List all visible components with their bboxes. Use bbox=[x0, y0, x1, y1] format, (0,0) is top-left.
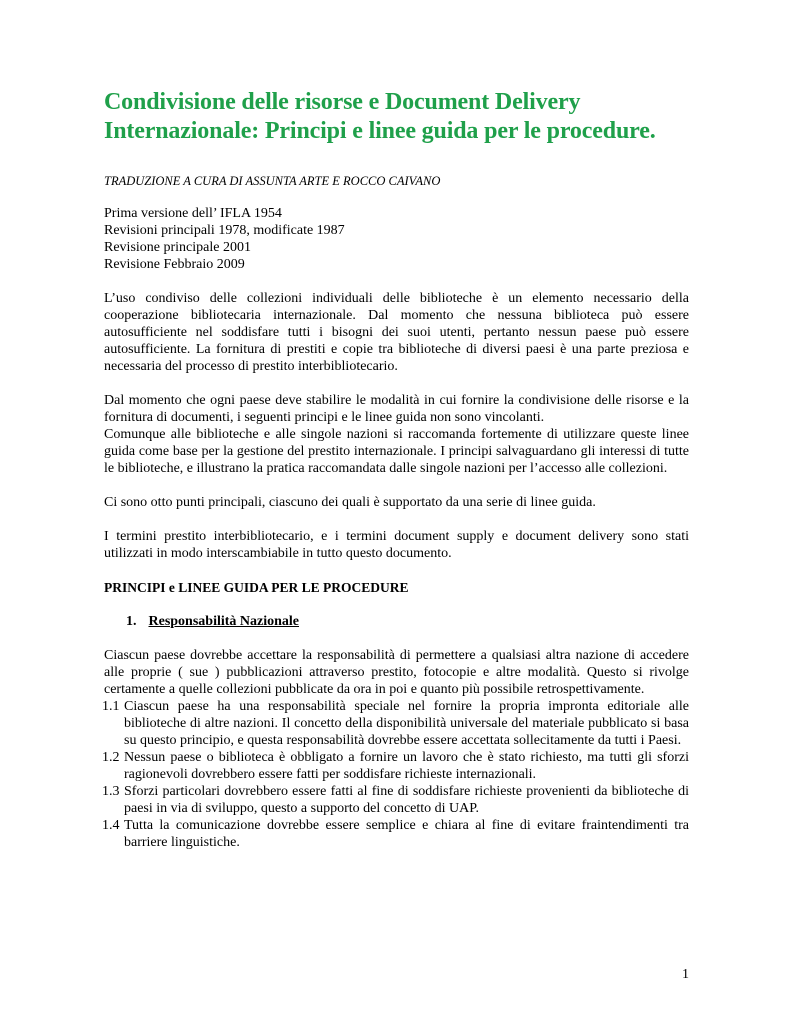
title-line-2: Internazionale: Principi e linee guida per le procedure. bbox=[104, 118, 656, 144]
section-title: PRINCIPI e LINEE GUIDA PER LE PROCEDURE bbox=[104, 580, 409, 595]
list-item bbox=[104, 698, 689, 749]
list-item-number: 1.2 bbox=[102, 750, 120, 765]
sub-heading bbox=[126, 613, 689, 630]
sub-heading-number: 1. bbox=[126, 614, 137, 629]
list-item-text: Sforzi particolari dovrebbero essere fatti al fine di soddisfare richieste provenienti da biblioteche di paesi in via di sviluppo, questo a supporto del concetto di UAP. bbox=[124, 784, 689, 816]
version-line: Revisione principale 2001 bbox=[104, 240, 251, 255]
list-item bbox=[104, 783, 689, 817]
intro-paragraph: L’uso condiviso delle collezioni individuali delle biblioteche è un elemento necessario della cooperazione bibliotecaria internazionale. Dal momento che nessuna biblioteca può essere autosufficiente nel soddisfare tutti i bisogni dei suoi utenti, pertanto nessun paese può essere autosufficiente. La fornitura di prestiti e copie tra biblioteche di diversi paesi è una parte preziosa e necessaria del processo di prestito interbibliotecario. bbox=[104, 291, 689, 374]
country-paragraph-b: Comunque alle biblioteche e alle singole nazioni si raccomanda fortemente di utilizzare queste linee guida come base per la gestione del prestito internazionale. I principi salvaguardano gli interessi di tutte le biblioteche, e illustrano la pratica raccomandata dalle singole nazioni per l’accesso alle collezioni. bbox=[104, 427, 689, 476]
translator-credit: TRADUZIONE A CURA DI ASSUNTA ARTE E ROCCO CAIVANO bbox=[104, 174, 441, 188]
country-paragraph-a: Dal momento che ogni paese deve stabilire le modalità in cui fornire la condivisione delle risorse e la fornitura di documenti, i seguenti principi e le linee guida non sono vincolanti. bbox=[104, 393, 689, 425]
document-page bbox=[104, 88, 689, 851]
version-history bbox=[104, 205, 689, 273]
sub-heading-title: Responsabilità Nazionale bbox=[148, 614, 300, 629]
version-line: Prima versione dell’ IFLA 1954 bbox=[104, 206, 282, 221]
list-item-number: 1.4 bbox=[102, 818, 120, 833]
title-line-1: Condivisione delle risorse e Document Delivery bbox=[104, 89, 581, 115]
list-item-number: 1.3 bbox=[102, 784, 120, 799]
version-line: Revisione Febbraio 2009 bbox=[104, 257, 245, 272]
page-number: 1 bbox=[682, 967, 689, 982]
list-item-text: Nessun paese o biblioteca è obbligato a fornire un lavoro che è stato richiesto, ma tutti gli sforzi ragionevoli dovrebbero essere fatti per soddisfare richieste internazionali. bbox=[124, 750, 689, 782]
document-title bbox=[104, 88, 689, 146]
list-item bbox=[104, 749, 689, 783]
section-body: Ciascun paese dovrebbe accettare la responsabilità di permettere a qualsiasi altra nazione di accedere alle proprie ( sue ) pubblicazioni attraverso prestito, fotocopie e altre modalità. Questo si rivolge certamente a quelle collezioni pubblicate da ora in poi e quanto più possibile retrospettivamente. bbox=[104, 648, 689, 697]
eight-points-paragraph: Ci sono otto punti principali, ciascuno dei quali è supportato da una serie di linee guida. bbox=[104, 495, 596, 510]
list-item-text: Ciascun paese ha una responsabilità speciale nel fornire la propria impronta editoriale alle biblioteche di altre nazioni. Il concetto della disponibilità universale del materiale pubblicato si basa su questo principio, e questa responsabilità dovrebbe essere accettata sollecitamente da tutti i Paesi. bbox=[124, 699, 689, 748]
list-item-text: Tutta la comunicazione dovrebbe essere semplice e chiara al fine di evitare fraintendimenti tra barriere linguistiche. bbox=[124, 818, 689, 850]
list-item-number: 1.1 bbox=[102, 699, 120, 714]
terms-paragraph: I termini prestito interbibliotecario, e i termini document supply e document delivery sono stati utilizzati in modo interscambiabile in tutto questo documento. bbox=[104, 529, 689, 561]
list-item bbox=[104, 817, 689, 851]
version-line: Revisioni principali 1978, modificate 1987 bbox=[104, 223, 345, 238]
